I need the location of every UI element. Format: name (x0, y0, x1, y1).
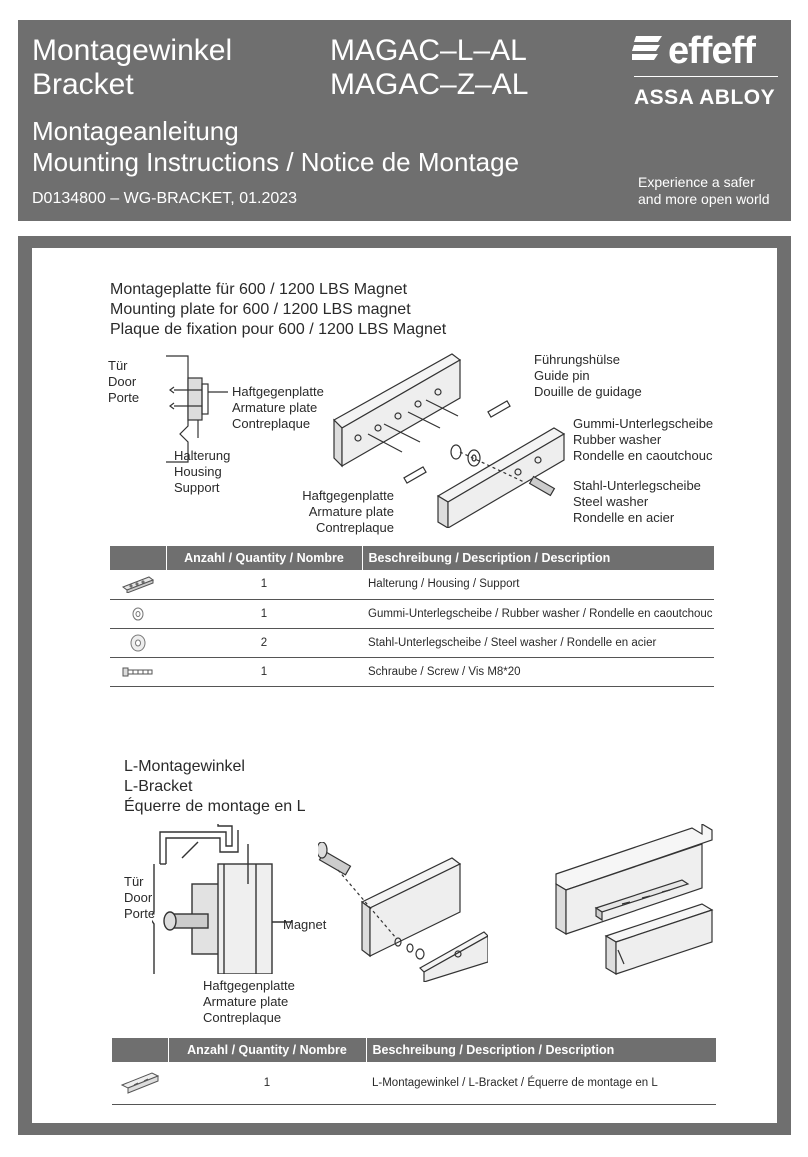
label-guide-pin-de: Führungshülse (534, 352, 620, 367)
title-en: Bracket (32, 68, 134, 101)
table-cell-description: Gummi-Unterlegscheibe / Rubber washer / Rondelle en caoutchouc (362, 599, 714, 628)
table-row (110, 628, 714, 657)
label-armature-small-fr: Contreplaque (232, 416, 311, 431)
table-cell-quantity: 1 (168, 1062, 366, 1104)
content-frame (18, 236, 791, 1135)
l-bracket-exploded-drawing (318, 842, 488, 982)
table-cell-quantity: 1 (166, 599, 362, 628)
rubber-washer-icon (129, 606, 147, 622)
steel-washer-icon (128, 634, 148, 652)
slogan-line-1: Experience a safer (638, 174, 755, 190)
housing-plate-icon (121, 575, 155, 593)
label-housing-de: Halterung (174, 448, 231, 463)
label-door-en: Door (108, 374, 137, 389)
label-l-armature-fr: Contreplaque (203, 1010, 282, 1025)
model-z: MAGAC–Z–AL (330, 68, 529, 101)
label-armature-small-de: Haftgegenplatte (232, 384, 324, 399)
slogan-line-2: and more open world (638, 191, 770, 207)
table-cell-quantity: 2 (166, 628, 362, 657)
label-guide-pin-fr: Douille de guidage (534, 384, 642, 399)
table-header-icon (110, 546, 166, 570)
table-row (110, 657, 714, 686)
label-rubber-washer-en: Rubber washer (573, 432, 662, 447)
label-armature-large-fr: Contreplaque (315, 520, 394, 535)
label-magnet: Magnet (283, 917, 327, 932)
table-header-row (110, 546, 714, 570)
label-l-armature-en: Armature plate (203, 994, 289, 1009)
table-cell-quantity: 1 (166, 657, 362, 686)
label-l-door-en: Door (124, 890, 153, 905)
label-rubber-washer-de: Gummi-Unterlegscheibe (573, 416, 714, 431)
subtitle-en-fr: Mounting Instructions / Notice de Montage (32, 147, 520, 177)
table-header-quantity: Anzahl / Quantity / Nombre (168, 1038, 366, 1062)
table-header-quantity: Anzahl / Quantity / Nombre (166, 546, 362, 570)
label-housing-en: Housing (174, 464, 222, 479)
l-bracket-assembled-drawing (552, 824, 722, 984)
table-cell-description: L-Montagewinkel / L-Bracket / Équerre de montage en L (366, 1062, 716, 1104)
logo-separator (634, 76, 778, 77)
table-cell-description: Schraube / Screw / Vis M8*20 (362, 657, 714, 686)
label-l-door-de: Tür (124, 874, 144, 889)
label-l-armature-de: Haftgegenplatte (203, 978, 295, 993)
parts-table-l-bracket (112, 1038, 716, 1105)
table-row (110, 570, 714, 599)
label-armature-small-en: Armature plate (232, 400, 318, 415)
logo-wordmark: effeff (668, 30, 755, 72)
brand-name: ASSA ABLOY (634, 86, 776, 109)
document-reference: D0134800 – WG-BRACKET, 01.2023 (32, 190, 298, 207)
document-header (18, 20, 791, 221)
section1-title-de: Montageplatte für 600 / 1200 LBS Magnet (110, 281, 408, 298)
label-armature-large-de: Haftgegenplatte (302, 488, 394, 503)
section2-title-fr: Équerre de montage en L (124, 798, 306, 815)
l-bracket-icon (120, 1071, 160, 1095)
table-cell-icon (110, 628, 166, 657)
table-row (112, 1062, 716, 1104)
label-rubber-washer-fr: Rondelle en caoutchouc (573, 448, 713, 463)
section1-title-fr: Plaque de fixation pour 600 / 1200 LBS Magnet (110, 321, 447, 338)
table-header-description: Beschreibung / Description / Description (366, 1038, 716, 1062)
label-guide-pin-en: Guide pin (534, 368, 590, 383)
label-steel-washer-fr: Rondelle en acier (573, 510, 675, 525)
parts-table-mounting-plate (110, 546, 714, 687)
label-armature-large-en: Armature plate (308, 504, 394, 519)
table-cell-quantity: 1 (166, 570, 362, 599)
label-door-de: Tür (108, 358, 128, 373)
table-cell-description: Stahl-Unterlegscheibe / Steel washer / Rondelle en acier (362, 628, 714, 657)
table-cell-icon (110, 570, 166, 599)
table-header-row (112, 1038, 716, 1062)
model-l: MAGAC–L–AL (330, 34, 527, 67)
table-cell-icon (110, 657, 166, 686)
table-row (110, 599, 714, 628)
section2-title-en: L-Bracket (124, 778, 193, 795)
table-cell-icon (110, 599, 166, 628)
table-header-icon (112, 1038, 168, 1062)
table-cell-icon (112, 1062, 168, 1104)
l-bracket-side-view-drawing (152, 824, 292, 974)
label-steel-washer-de: Stahl-Unterlegscheibe (573, 478, 701, 493)
title-de: Montagewinkel (32, 34, 233, 67)
label-steel-washer-en: Steel washer (573, 494, 649, 509)
table-cell-description: Halterung / Housing / Support (362, 570, 714, 599)
label-door-fr: Porte (108, 390, 140, 405)
label-l-door-fr: Porte (124, 906, 156, 921)
label-housing-fr: Support (174, 480, 220, 495)
table-header-description: Beschreibung / Description / Description (362, 546, 714, 570)
section2-title-de: L-Montagewinkel (124, 758, 245, 775)
section1-title-en: Mounting plate for 600 / 1200 LBS magnet (110, 301, 411, 318)
subtitle-de: Montageanleitung (32, 116, 239, 146)
content-panel (32, 248, 777, 1123)
screw-icon (121, 666, 155, 678)
